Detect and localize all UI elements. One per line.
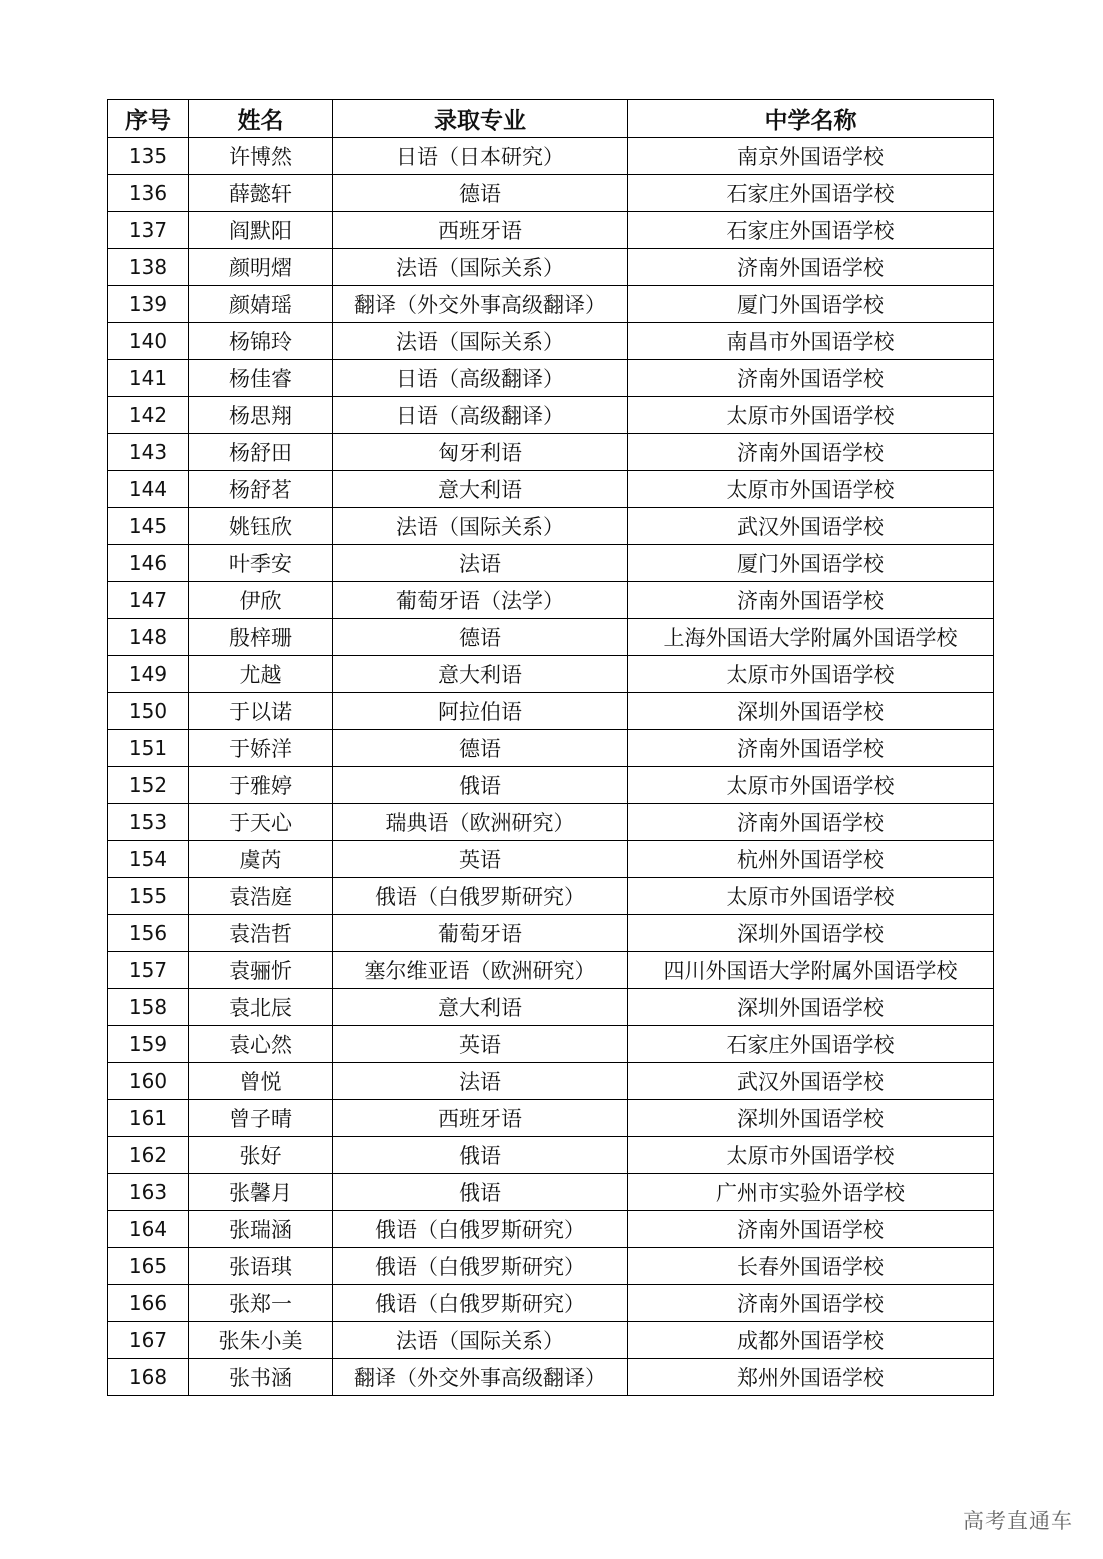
header-school: 中学名称 [628, 100, 994, 138]
cell-seq: 148 [108, 619, 189, 656]
cell-name: 张瑞涵 [189, 1211, 333, 1248]
cell-school: 济南外国语学校 [628, 730, 994, 767]
cell-major: 意大利语 [333, 989, 628, 1026]
cell-school: 太原市外国语学校 [628, 656, 994, 693]
table-row [108, 1063, 994, 1100]
cell-seq: 162 [108, 1137, 189, 1174]
cell-major: 法语（国际关系） [333, 508, 628, 545]
cell-seq: 160 [108, 1063, 189, 1100]
cell-school: 深圳外国语学校 [628, 693, 994, 730]
table-row [108, 1359, 994, 1396]
cell-name: 曾子晴 [189, 1100, 333, 1137]
table-row [108, 878, 994, 915]
cell-school: 石家庄外国语学校 [628, 175, 994, 212]
cell-major: 塞尔维亚语（欧洲研究） [333, 952, 628, 989]
cell-major: 俄语 [333, 1137, 628, 1174]
cell-school: 杭州外国语学校 [628, 841, 994, 878]
cell-school: 石家庄外国语学校 [628, 1026, 994, 1063]
table-row [108, 175, 994, 212]
cell-major: 法语（国际关系） [333, 1322, 628, 1359]
cell-major: 俄语（白俄罗斯研究） [333, 1211, 628, 1248]
cell-school: 太原市外国语学校 [628, 471, 994, 508]
cell-seq: 152 [108, 767, 189, 804]
cell-major: 俄语 [333, 767, 628, 804]
cell-name: 张朱小美 [189, 1322, 333, 1359]
cell-seq: 151 [108, 730, 189, 767]
cell-name: 杨锦玲 [189, 323, 333, 360]
cell-school: 长春外国语学校 [628, 1248, 994, 1285]
cell-seq: 137 [108, 212, 189, 249]
cell-school: 郑州外国语学校 [628, 1359, 994, 1396]
cell-name: 于天心 [189, 804, 333, 841]
cell-major: 俄语（白俄罗斯研究） [333, 1248, 628, 1285]
cell-school: 武汉外国语学校 [628, 1063, 994, 1100]
cell-major: 俄语（白俄罗斯研究） [333, 878, 628, 915]
cell-seq: 164 [108, 1211, 189, 1248]
cell-name: 薛懿轩 [189, 175, 333, 212]
cell-seq: 142 [108, 397, 189, 434]
cell-seq: 153 [108, 804, 189, 841]
table-row [108, 915, 994, 952]
cell-name: 曾悦 [189, 1063, 333, 1100]
cell-seq: 156 [108, 915, 189, 952]
cell-major: 德语 [333, 175, 628, 212]
cell-name: 于雅婷 [189, 767, 333, 804]
cell-school: 济南外国语学校 [628, 1211, 994, 1248]
cell-seq: 145 [108, 508, 189, 545]
cell-seq: 167 [108, 1322, 189, 1359]
cell-school: 南京外国语学校 [628, 138, 994, 175]
cell-school: 成都外国语学校 [628, 1322, 994, 1359]
cell-name: 袁北辰 [189, 989, 333, 1026]
cell-seq: 136 [108, 175, 189, 212]
admission-table [107, 99, 994, 1396]
cell-name: 颜婧瑶 [189, 286, 333, 323]
cell-name: 张书涵 [189, 1359, 333, 1396]
cell-name: 尤越 [189, 656, 333, 693]
header-seq: 序号 [108, 100, 189, 138]
cell-school: 济南外国语学校 [628, 582, 994, 619]
table-row [108, 989, 994, 1026]
cell-name: 于娇洋 [189, 730, 333, 767]
cell-major: 意大利语 [333, 471, 628, 508]
cell-name: 杨舒茗 [189, 471, 333, 508]
table-row [108, 841, 994, 878]
table-row [108, 1211, 994, 1248]
table-row [108, 323, 994, 360]
cell-name: 伊欣 [189, 582, 333, 619]
table-row [108, 1174, 994, 1211]
cell-school: 广州市实验外语学校 [628, 1174, 994, 1211]
cell-name: 杨舒田 [189, 434, 333, 471]
cell-major: 匈牙利语 [333, 434, 628, 471]
cell-seq: 161 [108, 1100, 189, 1137]
table-row [108, 360, 994, 397]
cell-seq: 138 [108, 249, 189, 286]
cell-school: 济南外国语学校 [628, 434, 994, 471]
cell-school: 厦门外国语学校 [628, 286, 994, 323]
cell-name: 许博然 [189, 138, 333, 175]
cell-school: 上海外国语大学附属外国语学校 [628, 619, 994, 656]
cell-school: 太原市外国语学校 [628, 767, 994, 804]
table-row [108, 249, 994, 286]
cell-school: 济南外国语学校 [628, 360, 994, 397]
table-row [108, 508, 994, 545]
cell-name: 袁心然 [189, 1026, 333, 1063]
table-row [108, 656, 994, 693]
header-major: 录取专业 [333, 100, 628, 138]
cell-major: 英语 [333, 1026, 628, 1063]
cell-school: 四川外国语大学附属外国语学校 [628, 952, 994, 989]
cell-seq: 154 [108, 841, 189, 878]
header-name: 姓名 [189, 100, 333, 138]
cell-school: 太原市外国语学校 [628, 397, 994, 434]
table-row [108, 804, 994, 841]
table-row [108, 1100, 994, 1137]
cell-seq: 158 [108, 989, 189, 1026]
cell-name: 杨思翔 [189, 397, 333, 434]
cell-major: 葡萄牙语 [333, 915, 628, 952]
table-row [108, 434, 994, 471]
cell-major: 西班牙语 [333, 1100, 628, 1137]
cell-seq: 168 [108, 1359, 189, 1396]
cell-name: 张郑一 [189, 1285, 333, 1322]
table-row [108, 397, 994, 434]
cell-school: 南昌市外国语学校 [628, 323, 994, 360]
cell-name: 阎默阳 [189, 212, 333, 249]
cell-seq: 159 [108, 1026, 189, 1063]
cell-major: 意大利语 [333, 656, 628, 693]
cell-major: 德语 [333, 730, 628, 767]
cell-major: 葡萄牙语（法学） [333, 582, 628, 619]
cell-major: 法语 [333, 545, 628, 582]
cell-seq: 139 [108, 286, 189, 323]
cell-name: 袁浩庭 [189, 878, 333, 915]
cell-seq: 146 [108, 545, 189, 582]
cell-seq: 147 [108, 582, 189, 619]
cell-name: 虞芮 [189, 841, 333, 878]
cell-major: 阿拉伯语 [333, 693, 628, 730]
cell-school: 石家庄外国语学校 [628, 212, 994, 249]
cell-name: 于以诺 [189, 693, 333, 730]
table-row [108, 471, 994, 508]
header-row [108, 100, 994, 138]
cell-name: 殷梓珊 [189, 619, 333, 656]
cell-major: 翻译（外交外事高级翻译） [333, 1359, 628, 1396]
cell-name: 张语琪 [189, 1248, 333, 1285]
table-row [108, 1026, 994, 1063]
cell-major: 俄语（白俄罗斯研究） [333, 1285, 628, 1322]
cell-major: 瑞典语（欧洲研究） [333, 804, 628, 841]
cell-seq: 163 [108, 1174, 189, 1211]
cell-school: 太原市外国语学校 [628, 1137, 994, 1174]
cell-seq: 140 [108, 323, 189, 360]
cell-school: 太原市外国语学校 [628, 878, 994, 915]
cell-school: 深圳外国语学校 [628, 989, 994, 1026]
cell-school: 济南外国语学校 [628, 1285, 994, 1322]
cell-name: 颜明熠 [189, 249, 333, 286]
table-row [108, 952, 994, 989]
table-row [108, 582, 994, 619]
cell-name: 袁骊忻 [189, 952, 333, 989]
cell-school: 深圳外国语学校 [628, 1100, 994, 1137]
cell-major: 日语（日本研究） [333, 138, 628, 175]
table-body [108, 138, 994, 1396]
watermark-text: 高考直通车 [963, 1509, 1073, 1533]
table-row [108, 286, 994, 323]
table-row [108, 693, 994, 730]
cell-seq: 166 [108, 1285, 189, 1322]
cell-school: 济南外国语学校 [628, 249, 994, 286]
cell-major: 法语 [333, 1063, 628, 1100]
cell-seq: 157 [108, 952, 189, 989]
table-row [108, 1285, 994, 1322]
cell-name: 袁浩哲 [189, 915, 333, 952]
table-row [108, 138, 994, 175]
cell-seq: 135 [108, 138, 189, 175]
cell-seq: 150 [108, 693, 189, 730]
cell-major: 法语（国际关系） [333, 249, 628, 286]
cell-major: 德语 [333, 619, 628, 656]
cell-school: 深圳外国语学校 [628, 915, 994, 952]
cell-seq: 143 [108, 434, 189, 471]
cell-major: 西班牙语 [333, 212, 628, 249]
table-row [108, 1137, 994, 1174]
cell-school: 厦门外国语学校 [628, 545, 994, 582]
cell-major: 英语 [333, 841, 628, 878]
table-row [108, 730, 994, 767]
table-header [108, 100, 994, 138]
cell-name: 叶季安 [189, 545, 333, 582]
cell-seq: 149 [108, 656, 189, 693]
cell-name: 姚钰欣 [189, 508, 333, 545]
table-row [108, 619, 994, 656]
cell-seq: 165 [108, 1248, 189, 1285]
cell-school: 武汉外国语学校 [628, 508, 994, 545]
table-row [108, 767, 994, 804]
cell-major: 日语（高级翻译） [333, 360, 628, 397]
cell-major: 俄语 [333, 1174, 628, 1211]
cell-name: 杨佳睿 [189, 360, 333, 397]
cell-name: 张馨月 [189, 1174, 333, 1211]
table-row [108, 1322, 994, 1359]
cell-school: 济南外国语学校 [628, 804, 994, 841]
table-row [108, 545, 994, 582]
table-row [108, 1248, 994, 1285]
cell-major: 日语（高级翻译） [333, 397, 628, 434]
cell-major: 法语（国际关系） [333, 323, 628, 360]
table-row [108, 212, 994, 249]
cell-name: 张好 [189, 1137, 333, 1174]
cell-seq: 144 [108, 471, 189, 508]
cell-major: 翻译（外交外事高级翻译） [333, 286, 628, 323]
cell-seq: 155 [108, 878, 189, 915]
cell-seq: 141 [108, 360, 189, 397]
